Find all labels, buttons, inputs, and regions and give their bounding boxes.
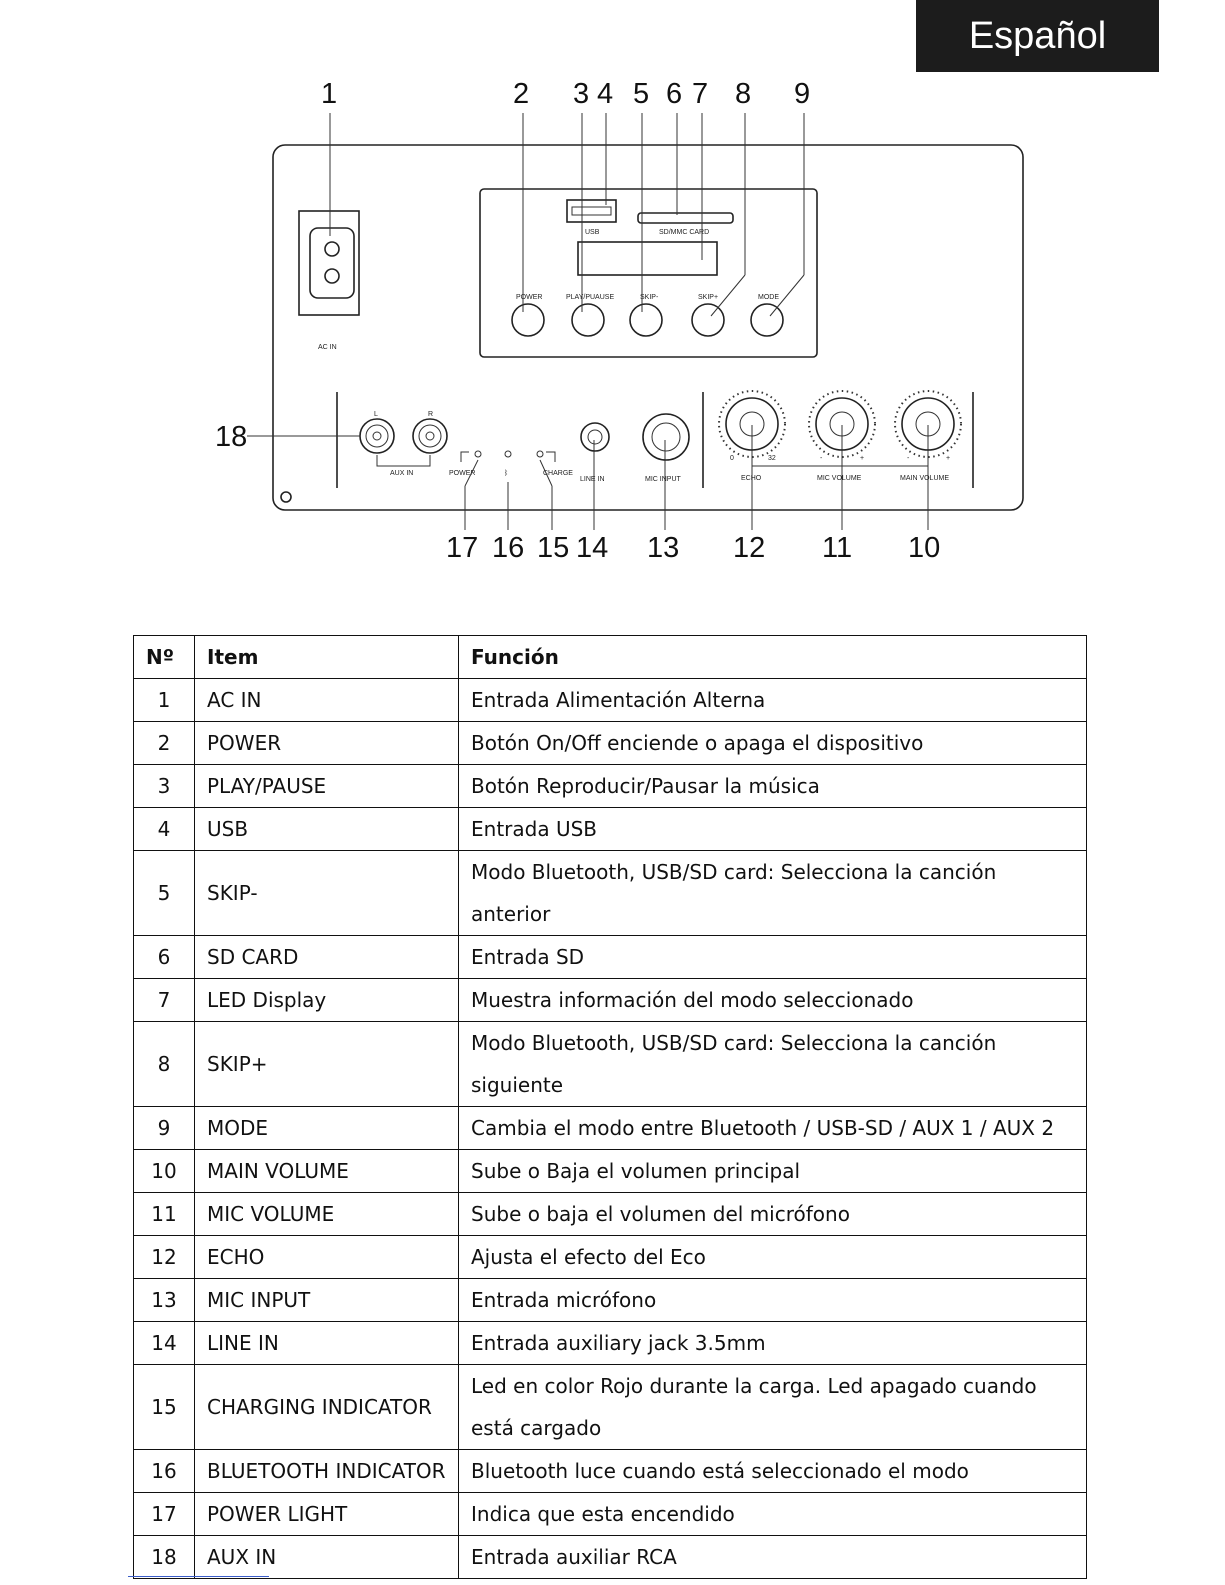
table-row (134, 1365, 1087, 1450)
cell-number: 2 (134, 722, 195, 765)
cell-item: MIC VOLUME (195, 1193, 459, 1236)
cell-item: MODE (195, 1107, 459, 1150)
cell-item: LED Display (195, 979, 459, 1022)
charge-led (537, 451, 543, 457)
line-in-label: LINE IN (580, 476, 605, 483)
ac-in-socket (310, 228, 354, 298)
ac-in-frame (299, 211, 359, 315)
aux-r-label: R (428, 411, 434, 418)
skip-minus-label: SKIP- (640, 294, 659, 301)
aux-in-label: AUX IN (390, 470, 414, 477)
callout-16: 16 (492, 532, 525, 564)
cell-item: AC IN (195, 679, 459, 722)
panel-outline (273, 145, 1023, 510)
callout-10: 10 (908, 532, 941, 564)
cell-item: CHARGING INDICATOR (195, 1365, 459, 1450)
mic-input-jack-hole (652, 423, 680, 451)
main-volume-plus: + (946, 455, 951, 462)
mic-volume-minus: - (820, 455, 823, 462)
power-led (475, 451, 481, 457)
table-row (134, 1279, 1087, 1322)
cell-number: 10 (134, 1150, 195, 1193)
callout-6: 6 (666, 78, 683, 110)
skip-plus-label: SKIP+ (698, 294, 719, 301)
cell-item: POWER LIGHT (195, 1493, 459, 1536)
language-tab: Español (916, 0, 1159, 72)
cell-function: Indica que esta encendido (459, 1493, 1087, 1536)
ac-in-label: AC IN (318, 344, 337, 351)
cell-function: Entrada micrófono (459, 1279, 1087, 1322)
skip-minus-button (630, 304, 662, 336)
main-volume-minus: - (907, 455, 910, 462)
main-volume-label: MAIN VOLUME (900, 475, 950, 482)
table-row (134, 1107, 1087, 1150)
echo-label: ECHO (741, 475, 762, 482)
callout-5: 5 (633, 78, 650, 110)
play-pause-label: PLAY/PUAUSE (566, 294, 615, 301)
cell-function: Entrada USB (459, 808, 1087, 851)
line-in-jack (581, 423, 609, 451)
cell-item: AUX IN (195, 1536, 459, 1579)
callout-15: 15 (537, 532, 570, 564)
aux-l-jack (360, 419, 394, 453)
cell-function: Cambia el modo entre Bluetooth / USB-SD / AUX 1 / AUX 2 (459, 1107, 1087, 1150)
cell-item: PLAY/PAUSE (195, 765, 459, 808)
usb-port-inner (572, 207, 611, 215)
aux-r-jack-ring (419, 425, 441, 447)
callout-7: 7 (692, 78, 709, 110)
cell-item: POWER (195, 722, 459, 765)
callout-11: 11 (822, 532, 853, 564)
callout-8: 8 (735, 78, 752, 110)
cell-number: 12 (134, 1236, 195, 1279)
charge-label: CHARGE (543, 470, 573, 477)
cell-function: Ajusta el efecto del Eco (459, 1236, 1087, 1279)
cell-function: Modo Bluetooth, USB/SD card: Selecciona la canción anterior (459, 851, 1087, 936)
cell-function: Entrada auxiliar RCA (459, 1536, 1087, 1579)
table-row (134, 1450, 1087, 1493)
callout-18: 18 (215, 421, 248, 453)
cell-function: Entrada auxiliary jack 3.5mm (459, 1322, 1087, 1365)
cell-item: SKIP+ (195, 1022, 459, 1107)
skip-plus-button (692, 304, 724, 336)
echo-max-label: 32 (768, 455, 776, 462)
sd-card-slot (638, 213, 733, 223)
table-body (134, 679, 1087, 1579)
table-row (134, 722, 1087, 765)
table-row (134, 1022, 1087, 1107)
bluetooth-led (505, 451, 511, 457)
mic-volume-plus: + (860, 455, 865, 462)
aux-r-jack (413, 419, 447, 453)
cell-number: 6 (134, 936, 195, 979)
callout-13: 13 (647, 532, 680, 564)
table-row (134, 851, 1087, 936)
control-module (480, 189, 817, 357)
cell-function: Entrada SD (459, 936, 1087, 979)
cell-number: 11 (134, 1193, 195, 1236)
callout-2: 2 (513, 78, 530, 110)
play-pause-button (572, 304, 604, 336)
aux-l-label: L (374, 411, 378, 418)
callout-3: 3 (573, 78, 590, 110)
table-row (134, 679, 1087, 722)
cell-item: MIC INPUT (195, 1279, 459, 1322)
power-led-bracket (461, 452, 469, 462)
cell-item: BLUETOOTH INDICATOR (195, 1450, 459, 1493)
cell-number: 16 (134, 1450, 195, 1493)
cell-function: Sube o baja el volumen del micrófono (459, 1193, 1087, 1236)
power-button (512, 304, 544, 336)
table-row (134, 979, 1087, 1022)
callout-1: 1 (321, 78, 338, 110)
cell-function: Bluetooth luce cuando está seleccionado el modo (459, 1450, 1087, 1493)
aux-bracket (377, 455, 430, 466)
cell-item: USB (195, 808, 459, 851)
cell-number: 14 (134, 1322, 195, 1365)
mic-input-label: MIC INPUT (645, 476, 681, 483)
sd-card-label: SD/MMC CARD (659, 229, 710, 236)
cell-function: Sube o Baja el volumen principal (459, 1150, 1087, 1193)
callout-12: 12 (733, 532, 766, 564)
bluetooth-symbol: ᛒ (504, 470, 509, 477)
table-row (134, 1536, 1087, 1579)
cell-function: Muestra información del modo seleccionado (459, 979, 1087, 1022)
cell-number: 18 (134, 1536, 195, 1579)
table-header-row (134, 636, 1087, 679)
table-row (134, 1150, 1087, 1193)
panel-screw (281, 492, 291, 502)
header-function: Función (459, 636, 1087, 679)
table-row (134, 936, 1087, 979)
usb-label: USB (585, 229, 600, 236)
power-led-label: POWER (449, 470, 476, 477)
callout-4: 4 (597, 78, 614, 110)
charge-led-bracket (546, 452, 555, 462)
cell-item: SKIP- (195, 851, 459, 936)
ac-in-pin-bottom (325, 269, 339, 283)
header-number: Nº (134, 636, 195, 679)
cell-number: 8 (134, 1022, 195, 1107)
cell-function: Botón On/Off enciende o apaga el dispositivo (459, 722, 1087, 765)
echo-min-label: 0 (730, 455, 734, 462)
line-in-jack-hole (588, 430, 602, 444)
power-button-label: POWER (516, 294, 543, 301)
cell-number: 7 (134, 979, 195, 1022)
footer-link-underline (128, 1576, 269, 1577)
rear-panel-diagram (0, 60, 1225, 570)
led-display (578, 242, 717, 275)
cell-function: Entrada Alimentación Alterna (459, 679, 1087, 722)
cell-item: ECHO (195, 1236, 459, 1279)
aux-r-jack-pin (426, 432, 434, 440)
callout-14: 14 (576, 532, 609, 564)
cell-item: MAIN VOLUME (195, 1150, 459, 1193)
aux-l-jack-pin (373, 432, 381, 440)
callout-17: 17 (446, 532, 479, 564)
mode-button (751, 304, 783, 336)
cell-number: 1 (134, 679, 195, 722)
cell-number: 3 (134, 765, 195, 808)
table-row (134, 1322, 1087, 1365)
mic-input-jack (643, 414, 689, 460)
header-item: Item (195, 636, 459, 679)
cell-function: Modo Bluetooth, USB/SD card: Selecciona la canción siguiente (459, 1022, 1087, 1107)
callout-9: 9 (794, 78, 811, 110)
cell-number: 15 (134, 1365, 195, 1450)
cell-number: 17 (134, 1493, 195, 1536)
table-row (134, 808, 1087, 851)
specification-table (133, 635, 1087, 1579)
table-row (134, 1236, 1087, 1279)
cell-function: Led en color Rojo durante la carga. Led apagado cuando está cargado (459, 1365, 1087, 1450)
table-row (134, 1493, 1087, 1536)
cell-number: 4 (134, 808, 195, 851)
cell-number: 5 (134, 851, 195, 936)
mode-label: MODE (758, 294, 779, 301)
table-row (134, 1193, 1087, 1236)
cell-item: LINE IN (195, 1322, 459, 1365)
table-row (134, 765, 1087, 808)
aux-l-jack-ring (366, 425, 388, 447)
ac-in-pin-top (325, 242, 339, 256)
usb-port (567, 200, 616, 222)
cell-number: 13 (134, 1279, 195, 1322)
cell-item: SD CARD (195, 936, 459, 979)
cell-number: 9 (134, 1107, 195, 1150)
cell-function: Botón Reproducir/Pausar la música (459, 765, 1087, 808)
mic-volume-label: MIC VOLUME (817, 475, 862, 482)
